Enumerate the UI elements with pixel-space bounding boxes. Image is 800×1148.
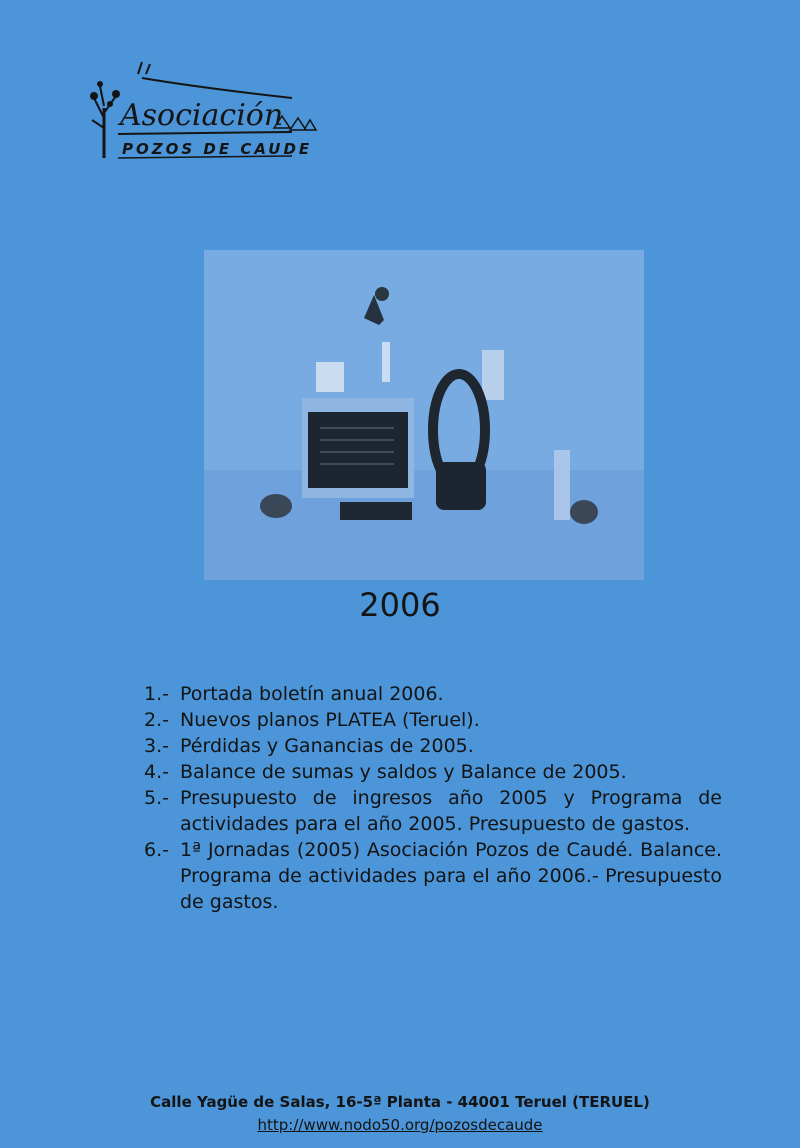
toc-item-text: Pérdidas y Ganancias de 2005.	[180, 735, 474, 757]
toc-item	[144, 707, 722, 733]
toc-item	[144, 759, 722, 785]
toc-item-number: 3.-	[144, 735, 169, 757]
toc-item-text: Balance de sumas y saldos y Balance de 2005.	[180, 761, 627, 783]
logo-subtitle: POZOS DE CAUDE	[122, 140, 313, 158]
toc-item-number: 1.-	[144, 683, 169, 705]
cover-photo	[204, 250, 644, 580]
table-of-contents	[144, 681, 722, 915]
association-logo	[82, 58, 322, 178]
toc-item-number: 5.-	[144, 787, 169, 809]
toc-item-number: 4.-	[144, 761, 169, 783]
toc-item-number: 2.-	[144, 709, 169, 731]
toc-item-text: Nuevos planos PLATEA (Teruel).	[180, 709, 480, 731]
logo-title: Asociación	[120, 98, 284, 133]
toc-item-number: 6.-	[144, 839, 169, 861]
footer-address: Calle Yagüe de Salas, 16-5ª Planta - 44001 Teruel (TERUEL)	[150, 1093, 650, 1111]
toc-item-text: Portada boletín anual 2006.	[180, 683, 444, 705]
cover-photo-illustration	[204, 250, 644, 580]
footer-website-link[interactable]: http://www.nodo50.org/pozosdecaude	[257, 1116, 543, 1134]
toc-item-text: 1ª Jornadas (2005) Asociación Pozos de Caudé. Balance. Programa de actividades para el año 2006.- Presupuesto de gastos.	[180, 839, 722, 913]
toc-item	[144, 733, 722, 759]
toc-item	[144, 681, 722, 707]
toc-item	[144, 837, 722, 915]
toc-item	[144, 785, 722, 837]
report-year: 2006	[359, 586, 441, 624]
toc-item-text: Presupuesto de ingresos año 2005 y Programa de actividades para el año 2005. Presupuesto de gastos.	[180, 787, 722, 835]
